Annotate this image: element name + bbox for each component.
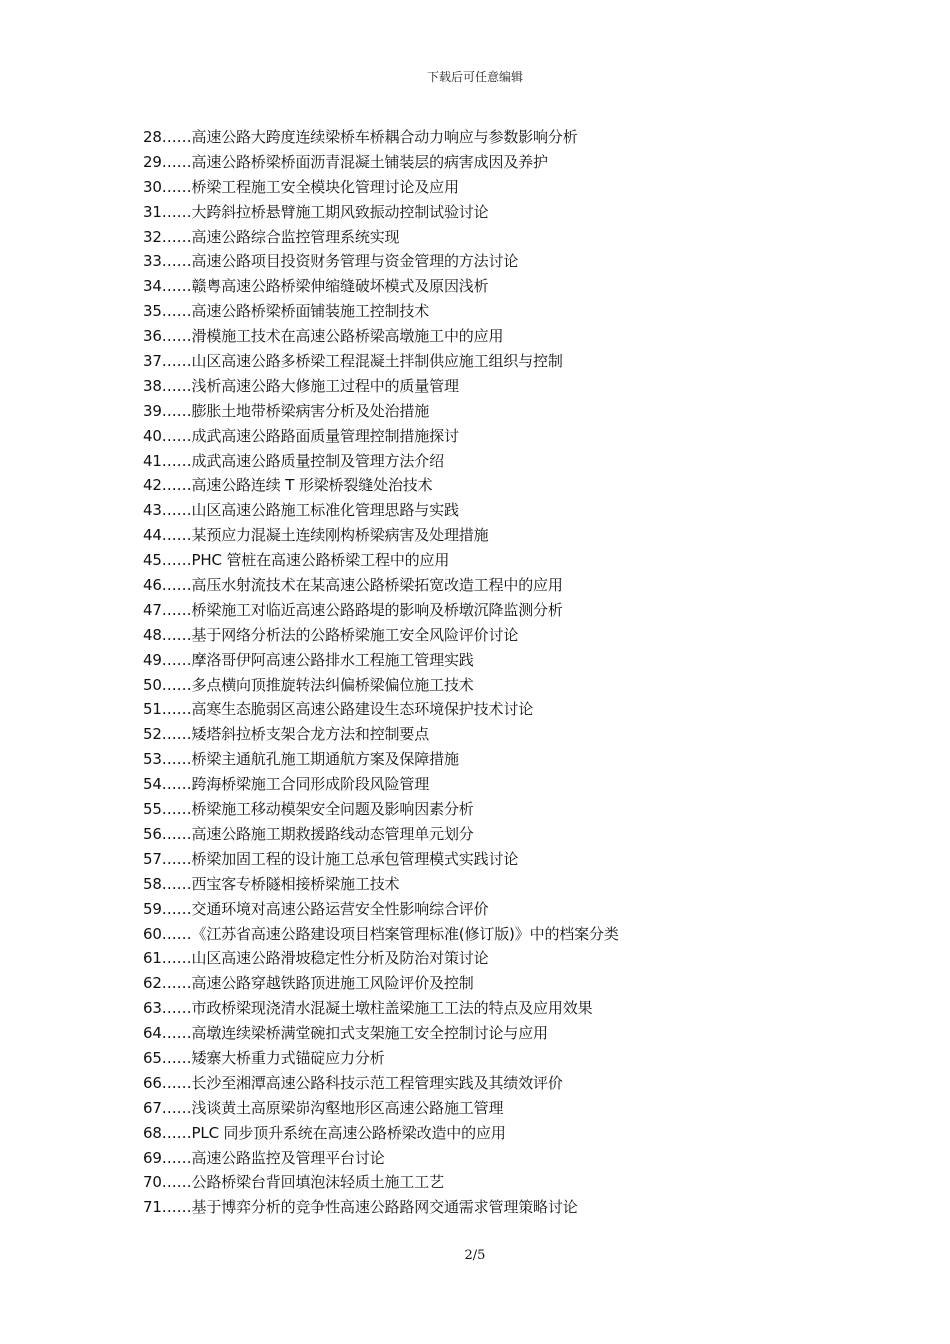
toc-item-title: 高速公路连续 T 形梁桥裂缝处治技术 [191,476,433,495]
toc-item-title: 成武高速公路路面质量管理控制措施探讨 [191,426,459,445]
toc-item-number: 45…… [143,551,192,570]
toc-item [143,1121,863,1146]
toc-item [143,399,863,424]
toc-item-number: 28…… [143,128,192,146]
toc-item-number: 39…… [143,401,192,420]
toc-item-number: 57…… [143,849,192,868]
toc-item-title: 某预应力混凝土连续刚构桥梁病害及处理措施 [191,526,489,545]
toc-item [143,872,863,897]
toc-item [143,648,863,673]
toc-item-number: 33…… [143,252,192,271]
toc-item-title: 大跨斜拉桥悬臂施工期风致振动控制试验讨论 [191,202,489,221]
toc-item [143,1096,863,1121]
toc-item-title: PLC 同步顶升系统在高速公路桥梁改造中的应用 [191,1123,506,1142]
toc-item-number: 70…… [143,1173,192,1192]
toc-item-title: 高速公路项目投资财务管理与资金管理的方法讨论 [191,252,519,271]
toc-item [143,573,863,598]
toc-item-title: 高压水射流技术在某高速公路桥梁拓宽改造工程中的应用 [191,576,563,595]
toc-item [143,922,863,947]
toc-item-number: 41…… [143,451,192,470]
toc-item [143,1195,863,1220]
toc-item [143,822,863,847]
toc-item-number: 36…… [143,327,192,346]
toc-item [143,449,863,474]
toc-item [143,523,863,548]
toc-item-title: 基于网络分析法的公路桥梁施工安全风险评价讨论 [191,625,519,644]
toc-item-title: 成武高速公路质量控制及管理方法介绍 [191,451,444,470]
toc-item-title: 山区高速公路滑坡稳定性分析及防治对策讨论 [191,949,489,968]
toc-item [143,473,863,498]
toc-item-title: 高墩连续梁桥满堂碗扣式支架施工安全控制讨论与应用 [191,1024,548,1043]
toc-item-number: 68…… [143,1123,192,1142]
toc-item-number: 29…… [143,152,192,171]
toc-item-title: 山区高速公路施工标准化管理思路与实践 [191,501,459,520]
page-header: 下载后可任意编辑 [426,70,523,84]
toc-item-title: 矮寨大桥重力式锚碇应力分析 [191,1048,385,1067]
toc-item-title: 桥梁施工移动模架安全问题及影响因素分析 [191,800,474,819]
toc-item-title: 膨胀土地带桥梁病害分析及处治措施 [191,401,430,420]
toc-item [143,200,863,225]
toc-item-number: 47…… [143,600,192,619]
toc-item-number: 35…… [143,302,192,321]
toc-item-number: 31…… [143,202,192,221]
toc-item-title: 摩洛哥伊阿高速公路排水工程施工管理实践 [191,650,474,669]
toc-item [143,623,863,648]
toc-item-title: 高速公路综合监控管理系统实现 [191,227,400,246]
toc-item-number: 56…… [143,824,192,843]
toc-item-number: 64…… [143,1024,192,1043]
toc-item [143,598,863,623]
toc-item-number: 65…… [143,1048,192,1067]
toc-item [143,374,863,399]
toc-item-number: 48…… [143,625,192,644]
toc-item [143,673,863,698]
toc-item-title: 高速公路监控及管理平台讨论 [191,1148,385,1167]
toc-item-number: 60…… [143,924,192,943]
toc-item-title: 长沙至湘潭高速公路科技示范工程管理实践及其绩效评价 [191,1073,563,1092]
toc-item-number: 40…… [143,426,192,445]
toc-item-number: 59…… [143,899,192,918]
toc-item-title: PHC 管桩在高速公路桥梁工程中的应用 [191,551,450,570]
toc-item [143,772,863,797]
toc-item [143,299,863,324]
toc-item-title: 交通环境对高速公路运营安全性影响综合评价 [191,899,489,918]
toc-item-title: 西宝客专桥隧相接桥梁施工技术 [191,874,400,893]
toc-item [143,498,863,523]
toc-item-number: 46…… [143,576,192,595]
toc-item-number: 30…… [143,177,192,196]
toc-item [143,747,863,772]
toc-item-number: 67…… [143,1098,192,1117]
toc-item-title: 桥梁加固工程的设计施工总承包管理模式实践讨论 [191,849,519,868]
toc-item [143,1170,863,1195]
toc-item-number: 53…… [143,750,192,769]
toc-item [143,349,863,374]
toc-item-title: 高寒生态脆弱区高速公路建设生态环境保护技术讨论 [191,700,534,719]
toc-item-number: 32…… [143,227,192,246]
toc-item [143,175,863,200]
toc-item-number: 52…… [143,725,192,744]
toc-item-number: 34…… [143,277,192,296]
toc-item [143,150,863,175]
toc-item [143,1046,863,1071]
toc-item-number: 51…… [143,700,192,719]
toc-item-title: 滑模施工技术在高速公路桥梁高墩施工中的应用 [191,327,504,346]
toc-item-title: 浅谈黄土高原梁峁沟壑地形区高速公路施工管理 [191,1098,504,1117]
toc-item-number: 54…… [143,775,192,794]
toc-item-number: 69…… [143,1148,192,1167]
toc-item-title: 浅析高速公路大修施工过程中的质量管理 [191,376,459,395]
toc-item-number: 44…… [143,526,192,545]
toc-item-title: 桥梁施工对临近高速公路路堤的影响及桥墩沉降监测分析 [191,600,563,619]
toc-item-title: 桥梁工程施工安全模块化管理讨论及应用 [191,177,459,196]
toc-item-number: 71…… [143,1198,192,1217]
toc-item [143,125,863,150]
toc-item-title: 基于博弈分析的竞争性高速公路路网交通需求管理策略讨论 [191,1198,578,1217]
toc-item [143,424,863,449]
toc-item-number: 62…… [143,974,192,993]
toc-item-title: 赣粤高速公路桥梁伸缩缝破坏模式及原因浅析 [191,277,489,296]
toc-item [143,1071,863,1096]
toc-item-title: 跨海桥梁施工合同形成阶段风险管理 [191,775,430,794]
toc-item-number: 63…… [143,999,192,1018]
toc-item [143,797,863,822]
toc-item-title: 高速公路桥梁桥面铺装施工控制技术 [191,302,430,321]
toc-item-number: 42…… [143,476,192,495]
toc-item-title: 多点横向顶推旋转法纠偏桥梁偏位施工技术 [191,675,474,694]
toc-item [143,697,863,722]
toc-item-number: 61…… [143,949,192,968]
toc-item-title: 高速公路施工期救援路线动态管理单元划分 [191,824,474,843]
toc-item-number: 38…… [143,376,192,395]
toc-item-number: 55…… [143,800,192,819]
toc-item [143,847,863,872]
toc-item [143,996,863,1021]
toc-item-title: 矮塔斜拉桥支架合龙方法和控制要点 [191,725,430,744]
toc-item-title: 高速公路桥梁桥面沥青混凝土铺装层的病害成因及养护 [191,152,548,171]
toc-item-title: 高速公路大跨度连续梁桥车桥耦合动力响应与参数影响分析 [191,128,578,146]
toc-item [143,1021,863,1046]
toc-item [143,225,863,250]
toc-item-title: 《江苏省高速公路建设项目档案管理标准(修订版)》中的档案分类 [191,924,619,943]
toc-item [143,971,863,996]
page-number: 2/5 [464,1248,486,1263]
toc-item [143,946,863,971]
toc-item-number: 66…… [143,1073,192,1092]
toc-item-title: 高速公路穿越铁路顶进施工风险评价及控制 [191,974,474,993]
toc-list [143,125,863,1220]
toc-item [143,722,863,747]
toc-item-title: 公路桥梁台背回填泡沫轻质土施工工艺 [191,1173,444,1192]
toc-item-number: 50…… [143,675,192,694]
toc-item [143,324,863,349]
toc-item-number: 43…… [143,501,192,520]
toc-item [143,249,863,274]
toc-item-number: 49…… [143,650,192,669]
toc-item [143,274,863,299]
toc-item [143,897,863,922]
toc-item-title: 市政桥梁现浇清水混凝土墩柱盖梁施工工法的特点及应用效果 [191,999,593,1018]
toc-item-number: 37…… [143,352,192,371]
toc-item-title: 山区高速公路多桥梁工程混凝土拌制供应施工组织与控制 [191,352,563,371]
toc-item-number: 58…… [143,874,192,893]
toc-item [143,548,863,573]
toc-item-title: 桥梁主通航孔施工期通航方案及保障措施 [191,750,459,769]
toc-item [143,1146,863,1171]
